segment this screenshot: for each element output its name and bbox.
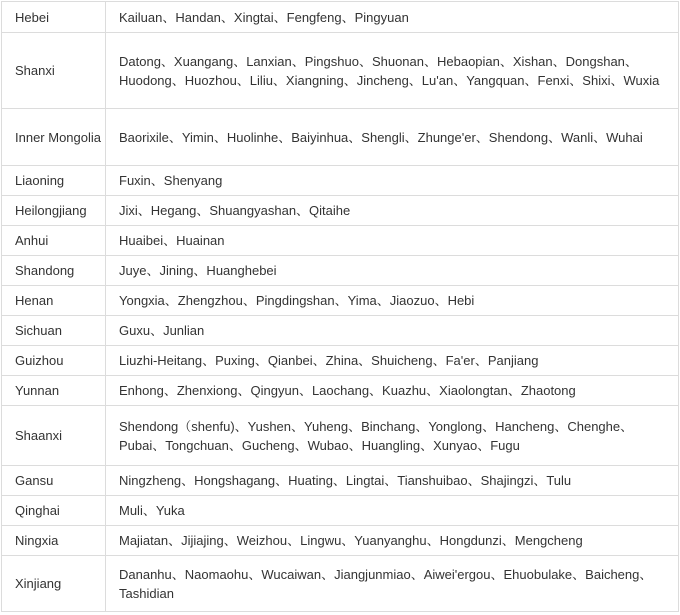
province-cell: Henan xyxy=(2,286,106,316)
province-cell: Yunnan xyxy=(2,376,106,406)
table-row xyxy=(2,166,679,196)
mines-cell: Yongxia、Zhengzhou、Pingdingshan、Yima、Jiaozuo、Hebi xyxy=(106,286,679,316)
table-row xyxy=(2,556,679,612)
mines-cell: Baorixile、Yimin、Huolinhe、Baiyinhua、Shengli、Zhunge'er、Shendong、Wanli、Wuhai xyxy=(106,109,679,166)
mines-cell: Dananhu、Naomaohu、Wucaiwan、Jiangjunmiao、Aiwei'ergou、Ehuobulake、Baicheng、Tashidian xyxy=(106,556,679,612)
mines-cell: Juye、Jining、Huanghebei xyxy=(106,256,679,286)
table-row xyxy=(2,33,679,109)
mines-cell: Datong、Xuangang、Lanxian、Pingshuo、Shuonan、Hebaopian、Xishan、Dongshan、Huodong、Huozhou、Liliu、Xiangning、Jincheng、Lu'an、Yangquan、Fenxi、Shixi、Wuxia xyxy=(106,33,679,109)
mines-cell: Muli、Yuka xyxy=(106,496,679,526)
province-cell: Shaanxi xyxy=(2,406,106,466)
mines-cell: Jixi、Hegang、Shuangyashan、Qitaihe xyxy=(106,196,679,226)
province-cell: Qinghai xyxy=(2,496,106,526)
mines-cell: Kailuan、Handan、Xingtai、Fengfeng、Pingyuan xyxy=(106,2,679,33)
mines-cell: Shendong（shenfu)、Yushen、Yuheng、Binchang、Yonglong、Hancheng、Chenghe、Pubai、Tongchuan、Gucheng、Wubao、Huangling、Xunyao、Fugu xyxy=(106,406,679,466)
table-row xyxy=(2,2,679,33)
table-row xyxy=(2,196,679,226)
coal-base-table xyxy=(1,1,679,612)
province-cell: Sichuan xyxy=(2,316,106,346)
province-cell: Xinjiang xyxy=(2,556,106,612)
mines-cell: Majiatan、Jijiajing、Weizhou、Lingwu、Yuanyanghu、Hongdunzi、Mengcheng xyxy=(106,526,679,556)
province-cell: Anhui xyxy=(2,226,106,256)
mines-cell: Fuxin、Shenyang xyxy=(106,166,679,196)
mines-cell: Ningzheng、Hongshagang、Huating、Lingtai、Tianshuibao、Shajingzi、Tulu xyxy=(106,466,679,496)
province-cell: Hebei xyxy=(2,2,106,33)
table-row xyxy=(2,226,679,256)
table-row xyxy=(2,376,679,406)
province-cell: Liaoning xyxy=(2,166,106,196)
mines-cell: Guxu、Junlian xyxy=(106,316,679,346)
province-cell: Heilongjiang xyxy=(2,196,106,226)
table-row xyxy=(2,316,679,346)
mines-cell: Liuzhi-Heitang、Puxing、Qianbei、Zhina、Shuicheng、Fa'er、Panjiang xyxy=(106,346,679,376)
table-row xyxy=(2,256,679,286)
table-row xyxy=(2,286,679,316)
mines-cell: Huaibei、Huainan xyxy=(106,226,679,256)
province-cell: Ningxia xyxy=(2,526,106,556)
table-row xyxy=(2,526,679,556)
province-cell: Shanxi xyxy=(2,33,106,109)
table-row xyxy=(2,109,679,166)
table-body xyxy=(2,2,679,612)
table-row xyxy=(2,346,679,376)
table-row xyxy=(2,496,679,526)
province-cell: Inner Mongolia xyxy=(2,109,106,166)
table-row xyxy=(2,406,679,466)
province-cell: Gansu xyxy=(2,466,106,496)
province-cell: Guizhou xyxy=(2,346,106,376)
table-row xyxy=(2,466,679,496)
province-cell: Shandong xyxy=(2,256,106,286)
mines-cell: Enhong、Zhenxiong、Qingyun、Laochang、Kuazhu、Xiaolongtan、Zhaotong xyxy=(106,376,679,406)
